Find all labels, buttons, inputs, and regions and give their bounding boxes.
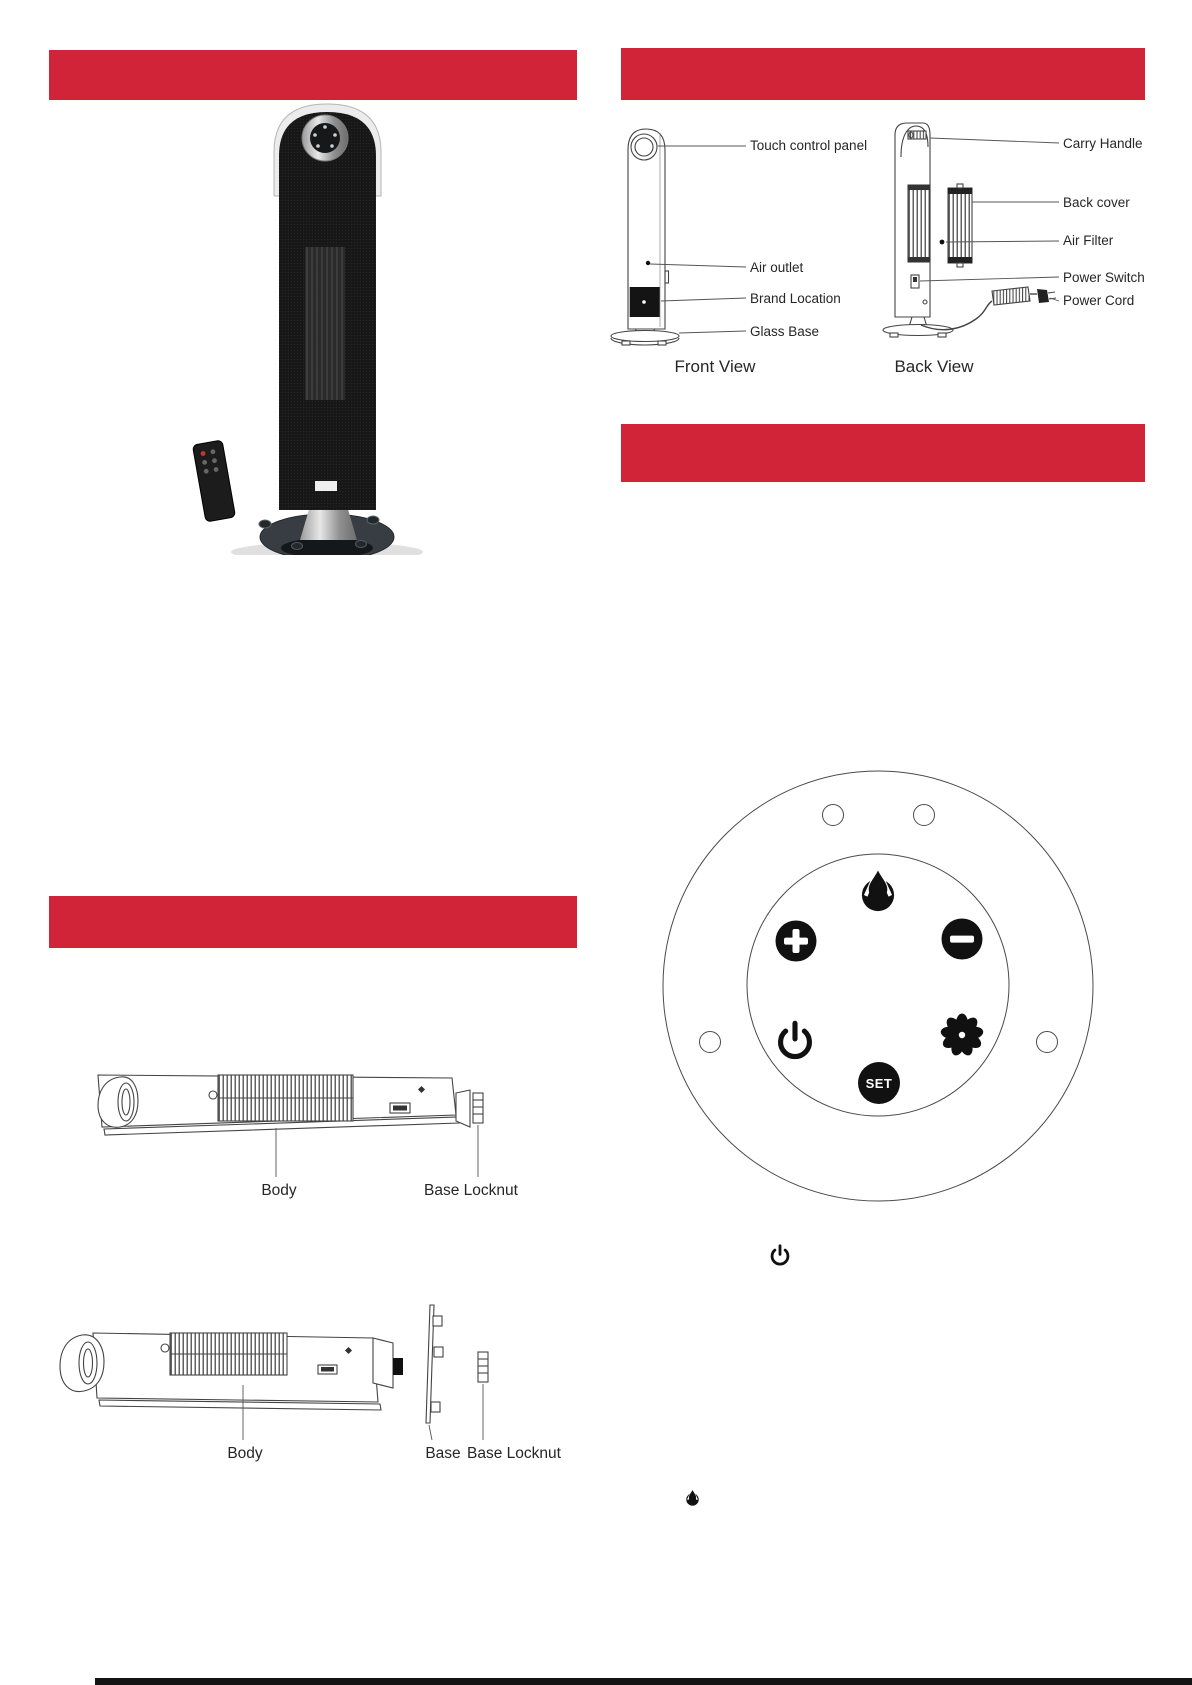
- disc-dot: [333, 133, 337, 137]
- base-screw: [367, 516, 379, 524]
- air-outlet-dot: [646, 261, 650, 265]
- assembly2-base-label: Base: [425, 1445, 461, 1462]
- brand-label: [315, 481, 337, 491]
- mount-hole: [914, 805, 935, 826]
- label-carry-handle: Carry Handle: [1063, 136, 1143, 151]
- pedestal: [300, 506, 357, 540]
- assembly2-drawing: [60, 1305, 488, 1423]
- disc-dot: [316, 144, 320, 148]
- remote-control: [192, 440, 235, 522]
- section-banner-operation: [621, 424, 1145, 482]
- assembly1-base-locknut-label: Base Locknut: [424, 1182, 518, 1199]
- label-touch-control-panel: Touch control panel: [750, 138, 868, 153]
- assembly1-body-label: Body: [261, 1182, 297, 1199]
- heater-element: [305, 247, 345, 400]
- assembly2-body-label: Body: [227, 1445, 263, 1462]
- section-banner-assembly: [49, 896, 577, 948]
- plus-button: [776, 921, 817, 962]
- assembly-diagram-2: [50, 1290, 570, 1470]
- label-glass-base: Glass Base: [750, 324, 820, 339]
- assembly2-base-locknut-label: Base Locknut: [467, 1445, 561, 1462]
- back-view-caption: Back View: [894, 357, 974, 376]
- minus-button: [942, 919, 983, 960]
- label-brand-location: Brand Location: [750, 291, 841, 306]
- air-filter-dot: [940, 240, 945, 245]
- base-screw: [356, 541, 367, 548]
- mount-hole: [1037, 1032, 1058, 1053]
- back-view-drawing: [883, 123, 1056, 337]
- assembly-diagram-1: [90, 1065, 530, 1205]
- base-screw: [292, 543, 303, 550]
- product-photo: [185, 100, 435, 555]
- section-banner-product-overview: [49, 50, 577, 100]
- label-power-switch: Power Switch: [1063, 270, 1145, 285]
- label-air-filter: Air Filter: [1063, 233, 1114, 248]
- disc-dot: [330, 144, 334, 148]
- mount-hole: [823, 805, 844, 826]
- set-button: [858, 1062, 900, 1104]
- front-view-drawing: [611, 129, 679, 345]
- label-back-cover: Back cover: [1063, 195, 1130, 210]
- disc-dot: [313, 133, 317, 137]
- front-view-caption: Front View: [674, 357, 756, 376]
- bottom-cropped-element: [95, 1678, 1192, 1685]
- mount-hole: [700, 1032, 721, 1053]
- assembly1-leaders: [276, 1125, 478, 1177]
- front-back-diagram: [580, 105, 1150, 385]
- disc-dot: [323, 125, 327, 129]
- inline-heat-mode-icon: [684, 1489, 701, 1506]
- inline-power-icon: [769, 1243, 791, 1267]
- set-button-label: SET: [865, 1076, 893, 1091]
- brand-dot: [642, 300, 646, 304]
- assembly1-drawing: [98, 1075, 483, 1135]
- section-banner-parts: [621, 48, 1145, 100]
- label-power-cord: Power Cord: [1063, 293, 1135, 308]
- control-panel-diagram: [655, 763, 1105, 1213]
- base-screw: [259, 520, 271, 528]
- label-air-outlet: Air outlet: [750, 260, 804, 275]
